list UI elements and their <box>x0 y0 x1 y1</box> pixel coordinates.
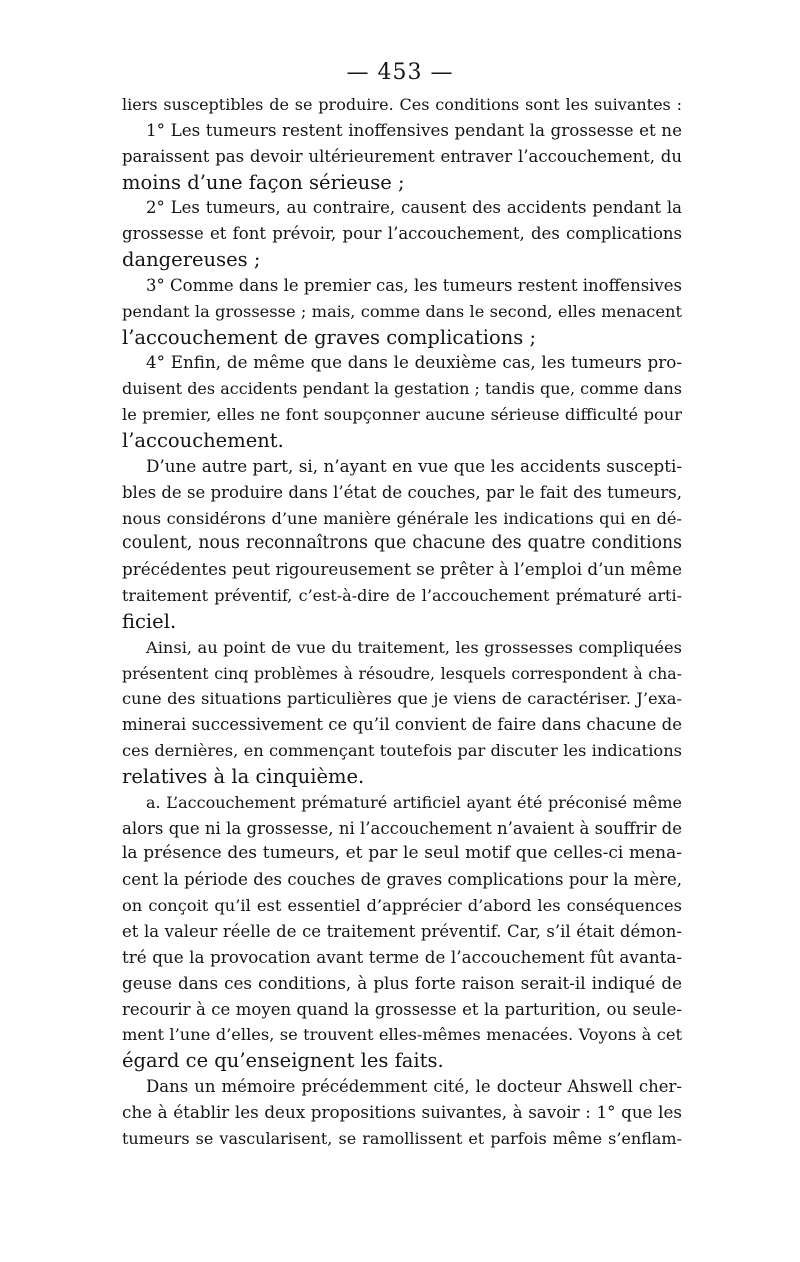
text-line: nous considérons d’une manière générale les indications qui en dé- <box>122 508 682 528</box>
text-line: pendant la grossesse ; mais, comme dans le second, elles menacent <box>122 301 682 321</box>
body-text <box>122 92 682 1152</box>
text-line: 4° Enfin, de même que dans le deuxième cas, les tumeurs pro- <box>146 352 682 373</box>
page-number: — 453 — <box>346 60 454 85</box>
text-line: ficiel. <box>122 609 177 633</box>
text-line: l’accouchement. <box>122 428 284 452</box>
text-line: 1° Les tumeurs restent inoffensives pendant la grossesse et ne <box>146 119 682 140</box>
text-line: minerai successivement ce qu’il convient de faire dans chacune de <box>122 715 682 735</box>
text-line: a. L’accouchement prématuré artificiel ayant été préconisé même <box>146 792 682 812</box>
text-line: le premier, elles ne font soupçonner aucune sérieuse difficulté pour <box>122 405 682 425</box>
text-line: che à établir les deux propositions suivantes, à savoir : 1° que les <box>122 1101 682 1122</box>
text-line: tumeurs se vascularisent, se ramollissent et parfois même s’enflam- <box>122 1128 682 1148</box>
text-line: et la valeur réelle de ce traitement préventif. Car, s’il était démon- <box>122 922 682 941</box>
text-line: paraissent pas devoir ultérieurement entraver l’accouchement, du <box>122 146 682 166</box>
text-line: alors que ni la grossesse, ni l’accouchement n’avaient à souffrir de <box>122 818 682 838</box>
text-line: Ainsi, au point de vue du traitement, les grossesses compliquées <box>146 637 682 657</box>
text-line: présentent cinq problèmes à résoudre, lesquels correspondent à cha- <box>122 663 682 683</box>
text-line: 3° Comme dans le premier cas, les tumeurs restent inoffensives <box>146 275 682 295</box>
text-line: précédentes peut rigoureusement se prêter à l’emploi d’un même <box>122 559 682 580</box>
text-line: la présence des tumeurs, et par le seul motif que celles-ci mena- <box>122 843 682 864</box>
text-line: bles de se produire dans l’état de couches, par le fait des tumeurs, <box>122 482 682 502</box>
text-line: l’accouchement de graves complications ; <box>122 325 537 349</box>
text-line: coulent, nous reconnaîtrons que chacune des quatre conditions <box>122 533 682 554</box>
text-line: tré que la provocation avant terme de l’accouchement fût avanta- <box>122 946 682 967</box>
text-line: D’une autre part, si, n’ayant en vue que les accidents suscepti- <box>146 455 682 476</box>
text-line: duisent des accidents pendant la gestation ; tandis que, comme dans <box>122 379 682 399</box>
text-line: Dans un mémoire précédemment cité, le docteur Ahswell cher- <box>146 1077 682 1097</box>
text-line: 2° Les tumeurs, au contraire, causent des accidents pendant la <box>146 198 682 218</box>
text-line: traitement préventif, c’est-à-dire de l’accouchement prématuré arti- <box>122 586 682 606</box>
text-line: relatives à la cinquième. <box>122 764 365 788</box>
text-line: ces dernières, en commençant toutefois par discuter les indications <box>122 741 682 761</box>
text-line: dangereuses ; <box>122 248 261 272</box>
text-line: grossesse et font prévoir, pour l’accouchement, des complications <box>122 224 682 244</box>
text-line: on conçoit qu’il est essentiel d’apprécier d’abord les conséquences <box>122 896 682 916</box>
text-line: moins d’une façon sérieuse ; <box>122 170 405 194</box>
text-line: liers susceptibles de se produire. Ces conditions sont les suivantes : <box>122 95 682 114</box>
text-line: ment l’une d’elles, se trouvent elles-mêmes menacées. Voyons à cet <box>122 1025 682 1045</box>
text-line: recourir à ce moyen quand la grossesse et la parturition, ou seule- <box>122 999 682 1019</box>
text-line: cent la période des couches de graves complications pour la mère, <box>122 870 682 890</box>
text-line: égard ce qu’enseignent les faits. <box>122 1049 444 1073</box>
text-line: geuse dans ces conditions, à plus forte raison serait-il indiqué de <box>122 972 682 993</box>
text-line: cune des situations particulières que je viens de caractériser. J’exa- <box>122 689 682 709</box>
